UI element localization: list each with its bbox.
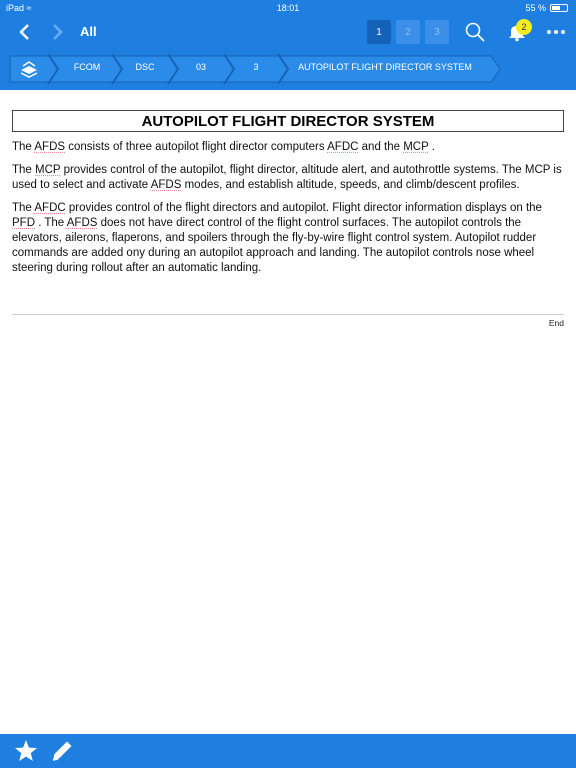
battery-icon [550,4,568,12]
document-body [12,110,564,276]
search-button[interactable] [462,16,488,48]
wifi-icon: ≈ [26,3,32,13]
paragraph-2 [12,163,564,193]
text: The [12,202,35,214]
search-icon [464,21,486,43]
more-icon [546,29,566,35]
page-button-2[interactable]: 2 [396,20,420,44]
book-stack-icon [19,60,39,78]
abbreviation-link[interactable]: AFDC [327,141,359,153]
breadcrumb-home[interactable] [16,54,42,84]
device-name: iPad [6,3,25,13]
text: does not have direct control of the flight control surfaces. The autopilot controls the elevators, ailerons, flaperons, and spoilers through the fly-by-wire flight control system. Autopilot rudder commands are added ony during an autopilot approach and landing. The autopilot controls nose wheel steering during rollout after an automatic landing. [12,217,537,274]
chevron-right-icon [51,23,65,41]
battery-status [525,3,568,13]
text: modes, and establish altitude, speeds, and climb/descent profiles. [181,179,520,191]
abbreviation-link[interactable]: AFDS [66,217,98,229]
annotate-button[interactable] [49,738,75,764]
breadcrumb-item-fcom[interactable]: FCOM [73,62,101,72]
end-label: End [548,318,564,328]
text: . [428,141,435,153]
pencil-icon [49,738,75,764]
breadcrumb [0,48,576,90]
clock: 18:01 [276,3,300,13]
breadcrumb-item-03[interactable]: 03 [195,62,206,72]
text: The [12,141,35,153]
status-bar [0,0,576,16]
back-button[interactable] [12,16,36,48]
paragraph-3 [12,201,564,276]
abbreviation-link[interactable]: AFDC [34,202,66,214]
more-button[interactable] [543,16,569,48]
forward-button[interactable] [46,16,70,48]
abbreviation-link[interactable]: MCP [403,141,429,153]
bottom-toolbar [0,734,576,768]
favorite-button[interactable] [13,738,39,764]
document-title: AUTOPILOT FLIGHT DIRECTOR SYSTEM [12,110,564,132]
text: . The [35,217,67,229]
breadcrumb-item-dsc[interactable]: DSC [135,62,155,72]
abbreviation-link[interactable]: AFDS [150,179,182,191]
page-button-1[interactable]: 1 [367,20,391,44]
text: consists of three autopilot flight director computers [65,141,328,153]
breadcrumb-item-3[interactable]: 3 [253,62,259,72]
paragraph-1 [12,140,564,155]
top-toolbar [0,16,576,48]
abbreviation-link[interactable]: PFD [12,217,35,229]
text: The [12,164,36,176]
star-icon [13,738,39,764]
section-divider [12,314,564,315]
text: provides control of the autopilot, flight director, altitude alert, and autothrottle systems. The MCP is used to select and activate [12,164,562,191]
text: provides control of the flight directors and autopilot. Flight director information displays on the [65,202,542,214]
chevron-left-icon [17,23,31,41]
breadcrumb-item-current[interactable]: AUTOPILOT FLIGHT DIRECTOR SYSTEM [298,62,472,72]
text: and the [358,141,404,153]
notification-badge: 2 [516,19,532,35]
battery-percent: 55 % [525,3,546,13]
abbreviation-link[interactable]: MCP [35,164,61,176]
page-button-3[interactable]: 3 [425,20,449,44]
nav-title[interactable]: All [80,24,97,39]
abbreviation-link[interactable]: AFDS [34,141,66,153]
